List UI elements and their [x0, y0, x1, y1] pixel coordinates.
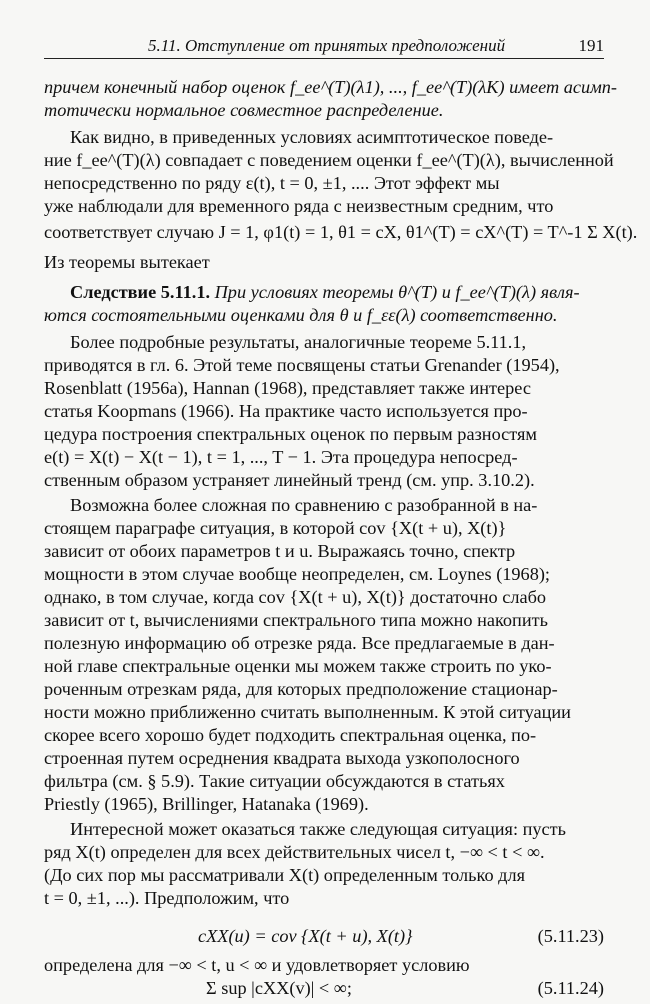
p6-line-1: определена для −∞ < t, u < ∞ и удовлетворяет условию	[44, 955, 470, 975]
p4-line-1: Возможна более сложная по сравнению с разобранной в на-	[70, 495, 538, 515]
p4-line-13: фильтра (см. § 5.9). Такие ситуации обсуждаются в статьях	[44, 771, 505, 791]
p4-line-9: роченным отрезкам ряда, для которых предположение стационар-	[44, 679, 558, 699]
p4-line-2: стоящем параграфе ситуация, в которой cov {X(t + u), X(t)}	[44, 518, 507, 538]
p3-line-4: статья Koopmans (1966). На практике часто используется про-	[44, 401, 528, 421]
corollary-line-2: ются состоятельными оценками для θ и f_εε(λ) соответственно.	[44, 305, 558, 325]
equation-5-11-23	[198, 926, 412, 947]
p3-line-6: e(t) = X(t) − X(t − 1), t = 1, ..., T − 1. Эта процедура непосред-	[44, 447, 518, 467]
p3-line-2: приводятся в гл. 6. Этой теме посвящены статьи Grenander (1954),	[44, 355, 560, 375]
corollary-text-1: При условиях теоремы θ^(T) и f_ee^(T)(λ) явля-	[214, 282, 580, 302]
p3-line-3: Rosenblatt (1956a), Hannan (1968), представляет также интерес	[44, 378, 531, 398]
corollary-label: Следствие 5.11.1.	[70, 282, 211, 302]
p5-line-1: Интересной может оказаться также следующая ситуация: пусть	[70, 819, 566, 839]
p5-line-2: ряд X(t) определен для всех действительных чисел t, −∞ < t < ∞.	[44, 842, 545, 862]
p5-line-3: (До сих пор мы рассматривали X(t) определенным только для	[44, 865, 525, 885]
p2-line-2: ние f_ee^(T)(λ) совпадает с поведением оценки f_ee^(T)(λ), вычисленной	[44, 150, 614, 170]
page-number: 191	[578, 36, 604, 55]
p1-line-1: причем конечный набор оценок f_ee^(T)(λ1), ..., f_ee^(T)(λK) имеет асимп-	[44, 77, 618, 97]
p2-line-5: соответствует случаю J = 1, φ1(t) = 1, θ1 = cX, θ1^(T) = cX^(T) = T^-1 Σ X(t).	[44, 222, 638, 242]
p4-line-14: Priestly (1965), Brillinger, Hatanaka (1969).	[44, 794, 369, 814]
section-title: 5.11. Отступление от принятых предположений	[148, 36, 506, 55]
p5-line-4: t = 0, ±1, ...). Предположим, что	[44, 888, 290, 908]
equation-5-11-24	[206, 978, 352, 999]
p4-line-4: мощности в этом случае вообще неопределен, см. Loynes (1968);	[44, 564, 551, 584]
p4-line-12: строенная путем осреднения квадрата выхода узкополосного	[44, 748, 520, 768]
p3-line-5: цедура построения спектральных оценок по первым разностям	[44, 424, 538, 444]
p1-line-2: тотически нормальное совместное распределение.	[44, 100, 444, 120]
p2-line-4: уже наблюдали для временного ряда с неизвестным средним, что	[44, 196, 554, 216]
p2-line-3: непосредственно по ряду ε(t), t = 0, ±1, .... Этот эффект мы	[44, 173, 500, 193]
equation-number-5-11-23: (5.11.23)	[537, 926, 604, 946]
equation-number-5-11-24: (5.11.24)	[537, 978, 604, 998]
p4-line-3: зависит от обоих параметров t и u. Выражаясь точно, спектр	[44, 541, 516, 561]
p4-line-7: полезную информацию об отрезке ряда. Все предлагаемые в дан-	[44, 633, 555, 653]
p3-line-1: Более подробные результаты, аналогичные теореме 5.11.1,	[70, 332, 527, 352]
p4-line-5: однако, в том случае, когда cov {X(t + u), X(t)} достаточно слабо	[44, 587, 547, 607]
p4-line-8: ной главе спектральные оценки мы можем также строить по уко-	[44, 656, 552, 676]
p4-line-6: зависит от t, вычислениями спектрального типа можно накопить	[44, 610, 548, 630]
corollary-line-1	[70, 281, 604, 304]
equation-expression-2: Σ sup |cXX(v)| < ∞;	[206, 978, 352, 998]
running-header	[44, 30, 604, 59]
p2-line-6: Из теоремы вытекает	[44, 252, 210, 272]
p2-line-1: Как видно, в приведенных условиях асимптотическое поведе-	[70, 127, 554, 147]
p4-line-11: скорее всего хорошо будет подходить спектральная оценка, по-	[44, 725, 537, 745]
equation-expression: cXX(u) = cov {X(t + u), X(t)}	[198, 926, 413, 946]
p3-line-7: ственным образом устраняет линейный тренд (см. упр. 3.10.2).	[44, 470, 535, 490]
p4-line-10: ности можно приближенно считать выполненным. К этой ситуации	[44, 702, 571, 722]
